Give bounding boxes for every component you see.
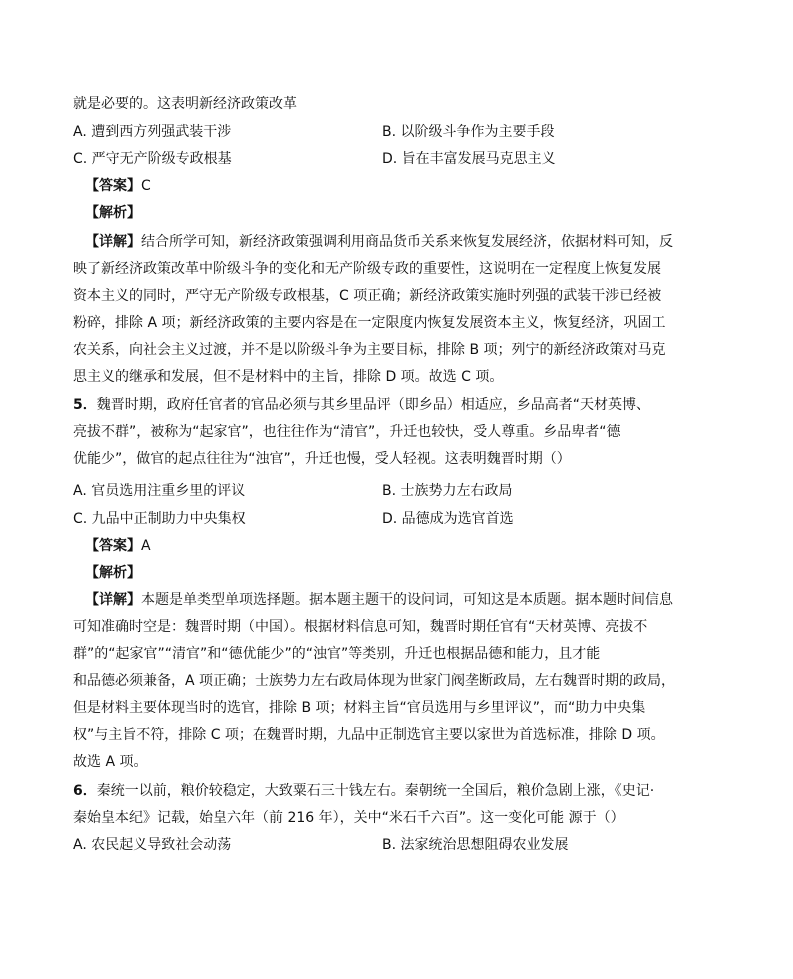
q6-option-b: B. 法家统治思想阻碍农业发展 — [382, 837, 569, 853]
q4-options-row-2 — [73, 149, 723, 169]
q4-detail-line-5: 农关系，向社会主义过渡，并不是以阶级斗争为主要目标，排除 B 项；列宁的新经济政策对马克 — [73, 342, 666, 358]
q4-detail-label: 【详解】 — [85, 234, 141, 250]
q4-detail-line-6: 思主义的继承和发展，但不是材料中的主旨，排除 D 项。故选 C 项。 — [73, 369, 504, 385]
q5-detail-line-6: 权”与主旨不符，排除 C 项；在魏晋时期，九品中正制选官主要以家世为首选标准，排除 D 项。 — [73, 727, 665, 743]
q5-detail-line-2: 可知准确时空是：魏晋时期（中国）。根据材料信息可知，魏晋时期任官有“天材英博、亮拔不 — [73, 619, 648, 635]
q4-answer-label: 【答案】 — [85, 178, 141, 194]
q5-analysis-label: 【解析】 — [85, 565, 141, 581]
q5-answer-value: A — [141, 538, 151, 554]
q5-answer — [85, 536, 735, 556]
q4-analysis-label: 【解析】 — [85, 205, 141, 221]
q5-option-b: B. 士族势力左右政局 — [382, 483, 513, 499]
q5-option-c: C. 九品中正制助力中央集权 — [73, 511, 246, 527]
q5-options-row-1 — [73, 481, 723, 501]
q5-detail-label: 【详解】 — [85, 592, 141, 608]
q5-options-row-2 — [73, 509, 723, 529]
q6-option-a: A. 农民起义导致社会动荡 — [73, 837, 232, 853]
q5-option-d: D. 品德成为选官首选 — [382, 511, 514, 527]
q6-number: 6． — [73, 783, 97, 799]
q5-stem-line-3: 优能少”，做官的起点往往为“浊官”，升迁也慢，受人轻视。这表明魏晋时期（） — [73, 451, 571, 467]
q4-answer-value: C — [141, 178, 151, 194]
q5-detail-line-5: 但是材料主要体现当时的选官，排除 B 项；材料主旨“官员选用与乡里评议”，而“助力中央集 — [73, 700, 646, 716]
q4-option-c: C. 严守无产阶级专政根基 — [73, 151, 232, 167]
q5-detail-line-7: 故选 A 项。 — [73, 754, 148, 770]
q4-answer — [85, 176, 735, 196]
q5-answer-label: 【答案】 — [85, 538, 141, 554]
q6-options-row-1 — [73, 835, 723, 855]
q5-option-a: A. 官员选用注重乡里的评议 — [73, 483, 246, 499]
q4-detail-line-4: 粉碎，排除 A 项；新经济政策的主要内容是在一定限度内恢复发展资本主义，恢复经济，巩固工 — [73, 315, 666, 331]
q5-detail-line-1: 【详解】本题是单类型单项选择题。据本题主题干的设问词，可知这是本质题。据本题时间信息 — [85, 592, 673, 608]
q5-stem-line-1: 5．魏晋时期，政府任官者的官品必须与其乡里品评（即乡品）相适应，乡品高者“天材英博、 — [73, 397, 651, 413]
q4-option-d: D. 旨在丰富发展马克思主义 — [382, 151, 556, 167]
intro-line: 就是必要的。这表明新经济政策改革 — [73, 96, 297, 112]
q4-detail-line-1: 【详解】结合所学可知，新经济政策强调利用商品货币关系来恢复发展经济，依据材料可知，反 — [85, 234, 673, 250]
q5-detail-line-4: 和品德必须兼备，A 项正确；士族势力左右政局体现为世家门阀垄断政局，左右魏晋时期的政局， — [73, 673, 676, 689]
q4-option-a: A. 遭到西方列强武装干涉 — [73, 124, 232, 140]
q6-stem-line-1: 6．秦统一以前，粮价较稳定，大致粟石三十钱左右。秦朝统一全国后，粮价急剧上涨，《史记· — [73, 783, 655, 799]
q5-stem-line-2: 亮拔不群”，被称为“起家官”，也往往作为“清官”，升迁也较快，受人尊重。乡品卑者“德 — [73, 424, 621, 440]
q4-detail-line-2: 映了新经济政策改革中阶级斗争的变化和无产阶级专政的重要性，这说明在一定程度上恢复发展 — [73, 261, 661, 277]
q5-detail-line-3: 群”的“起家官”“清官”和“德优能少”的“浊官”等类别，升迁也根据品德和能力，且才能 — [73, 646, 601, 662]
q5-number: 5． — [73, 397, 97, 413]
q4-option-b: B. 以阶级斗争作为主要手段 — [382, 124, 555, 140]
q6-stem-line-2: 秦始皇本纪》记载，始皇六年（前 216 年），关中“米石千六百”。这一变化可能 源于（） — [73, 810, 625, 826]
q4-detail-line-3: 资本主义的同时，严守无产阶级专政根基，C 项正确；新经济政策实施时列强的武装干涉已经被 — [73, 288, 662, 304]
q4-options-row-1 — [73, 122, 723, 142]
